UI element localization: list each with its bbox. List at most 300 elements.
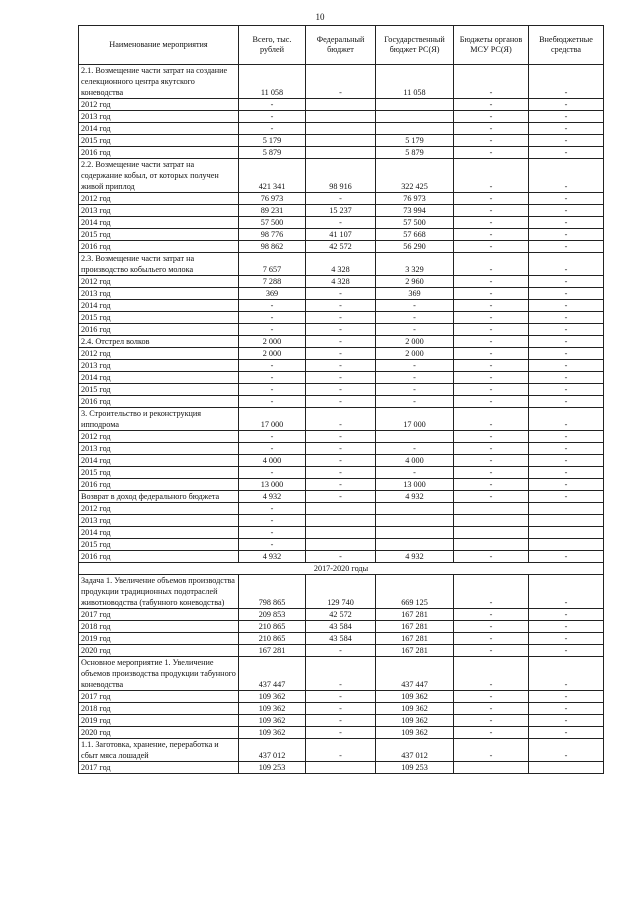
cell-federal [306,135,376,147]
cell-federal: - [306,443,376,455]
cell-total: 109 362 [239,703,306,715]
row-name-cell: 2013 год [79,111,239,123]
cell-municipal: - [454,491,529,503]
cell-total: 5 879 [239,147,306,159]
cell-state: 4 932 [376,551,454,563]
cell-extra: - [529,135,604,147]
cell-federal: - [306,551,376,563]
cell-municipal [454,762,529,774]
table-row [79,727,604,739]
header-name: Наименование мероприятия [79,26,239,65]
table-row [79,253,604,276]
cell-state: 4 000 [376,455,454,467]
row-name-cell: 2017 год [79,609,239,621]
cell-extra: - [529,288,604,300]
cell-extra: - [529,396,604,408]
cell-state: 4 932 [376,491,454,503]
cell-federal: 4 328 [306,276,376,288]
row-name-cell: 2016 год [79,324,239,336]
cell-extra: - [529,467,604,479]
table-row [79,336,604,348]
table-row [79,563,604,575]
cell-municipal: - [454,217,529,229]
row-name-cell: 2013 год [79,288,239,300]
table-row [79,135,604,147]
cell-state: 13 000 [376,479,454,491]
table-row [79,467,604,479]
cell-extra: - [529,193,604,205]
cell-federal: - [306,65,376,99]
row-name-cell: 2015 год [79,384,239,396]
row-name-cell: 2012 год [79,503,239,515]
cell-state: - [376,396,454,408]
cell-state: 669 125 [376,575,454,609]
table-row [79,575,604,609]
cell-state: 167 281 [376,645,454,657]
cell-extra: - [529,205,604,217]
cell-extra [529,515,604,527]
cell-total: - [239,99,306,111]
cell-extra: - [529,727,604,739]
cell-federal [306,123,376,135]
cell-extra: - [529,691,604,703]
row-name-cell: 2014 год [79,372,239,384]
cell-municipal: - [454,276,529,288]
table-row [79,99,604,111]
cell-municipal: - [454,609,529,621]
cell-federal [306,503,376,515]
cell-state: 322 425 [376,159,454,193]
cell-federal [306,515,376,527]
table-row [79,276,604,288]
cell-state [376,123,454,135]
cell-total: - [239,360,306,372]
cell-state: 5 879 [376,147,454,159]
cell-federal: - [306,727,376,739]
row-name-cell: 2014 год [79,300,239,312]
cell-municipal: - [454,348,529,360]
cell-total: - [239,515,306,527]
cell-extra: - [529,348,604,360]
row-name-cell: 2019 год [79,633,239,645]
cell-federal: 15 237 [306,205,376,217]
cell-total: 57 500 [239,217,306,229]
table-row [79,491,604,503]
table-row [79,762,604,774]
cell-extra [529,527,604,539]
cell-total: 167 281 [239,645,306,657]
table-row [79,455,604,467]
cell-total: 5 179 [239,135,306,147]
cell-extra: - [529,372,604,384]
cell-municipal [454,515,529,527]
cell-extra: - [529,715,604,727]
table-row [79,645,604,657]
cell-extra: - [529,455,604,467]
cell-extra [529,762,604,774]
table-row [79,229,604,241]
cell-total: - [239,443,306,455]
row-name-cell: 2020 год [79,645,239,657]
cell-federal: - [306,384,376,396]
cell-municipal: - [454,135,529,147]
table-row [79,515,604,527]
table-row [79,147,604,159]
row-name-cell: 2012 год [79,276,239,288]
cell-federal [306,99,376,111]
row-name-cell: 2019 год [79,715,239,727]
row-name-cell: 2016 год [79,147,239,159]
cell-municipal: - [454,229,529,241]
cell-federal: 43 584 [306,633,376,645]
cell-federal: - [306,324,376,336]
cell-municipal: - [454,253,529,276]
cell-state: 5 179 [376,135,454,147]
cell-federal: - [306,703,376,715]
cell-municipal [454,539,529,551]
row-name-cell: 2012 год [79,431,239,443]
cell-extra: - [529,657,604,691]
cell-total: 109 253 [239,762,306,774]
cell-municipal: - [454,633,529,645]
cell-federal: 129 740 [306,575,376,609]
cell-total: 76 973 [239,193,306,205]
cell-extra: - [529,645,604,657]
cell-federal: - [306,193,376,205]
cell-extra: - [529,384,604,396]
table-header-row [79,26,604,65]
cell-extra: - [529,360,604,372]
table-row [79,159,604,193]
cell-municipal: - [454,193,529,205]
row-name-cell: Возврат в доход федерального бюджета [79,491,239,503]
cell-state: 2 000 [376,348,454,360]
cell-total: 4 932 [239,551,306,563]
cell-total: - [239,384,306,396]
cell-total: 209 853 [239,609,306,621]
cell-municipal: - [454,408,529,431]
cell-municipal: - [454,312,529,324]
table-row [79,396,604,408]
row-name-cell: 2012 год [79,348,239,360]
row-name-cell: 2013 год [79,443,239,455]
cell-federal: - [306,739,376,762]
cell-extra: - [529,65,604,99]
cell-municipal: - [454,621,529,633]
cell-state: 76 973 [376,193,454,205]
table-row [79,348,604,360]
cell-total: - [239,312,306,324]
cell-total: - [239,527,306,539]
cell-federal: - [306,645,376,657]
cell-total: - [239,431,306,443]
cell-total: 98 862 [239,241,306,253]
row-name-cell: 2012 год [79,99,239,111]
table-row [79,205,604,217]
cell-municipal: - [454,657,529,691]
cell-federal [306,762,376,774]
cell-municipal: - [454,288,529,300]
cell-municipal: - [454,324,529,336]
cell-municipal: - [454,300,529,312]
cell-state [376,539,454,551]
header-extra: Внебюджетные средства [529,26,604,65]
cell-state: 109 362 [376,691,454,703]
cell-extra: - [529,99,604,111]
cell-total: 11 058 [239,65,306,99]
row-name-cell: 2014 год [79,123,239,135]
cell-state: 167 281 [376,621,454,633]
cell-municipal: - [454,455,529,467]
row-name-cell: 2018 год [79,621,239,633]
table-row [79,715,604,727]
table-row [79,300,604,312]
table-row [79,633,604,645]
row-name-cell: 2014 год [79,527,239,539]
row-name-cell: 2020 год [79,727,239,739]
cell-total: 7 288 [239,276,306,288]
table-row [79,193,604,205]
cell-total: 2 000 [239,336,306,348]
row-name-cell: 1.1. Заготовка, хранение, переработка и сбыт мяса лошадей [79,739,239,762]
cell-extra: - [529,739,604,762]
cell-total: 369 [239,288,306,300]
row-name-cell: 2014 год [79,217,239,229]
table-row [79,503,604,515]
cell-municipal: - [454,739,529,762]
table-row [79,703,604,715]
cell-federal: - [306,715,376,727]
cell-municipal: - [454,205,529,217]
row-name-cell: 2016 год [79,551,239,563]
cell-municipal: - [454,691,529,703]
cell-extra: - [529,491,604,503]
cell-total: 437 447 [239,657,306,691]
table-row [79,65,604,99]
cell-federal: 42 572 [306,609,376,621]
cell-state: - [376,324,454,336]
cell-federal: - [306,348,376,360]
budget-table [78,25,604,774]
row-name-cell: 2013 год [79,360,239,372]
row-name-cell: 2016 год [79,396,239,408]
cell-total: - [239,300,306,312]
cell-total: - [239,467,306,479]
cell-total: - [239,396,306,408]
cell-federal: - [306,455,376,467]
row-name-cell: 2013 год [79,205,239,217]
cell-extra: - [529,159,604,193]
cell-federal: 4 328 [306,253,376,276]
cell-federal: - [306,336,376,348]
cell-total: 798 865 [239,575,306,609]
cell-state: 2 960 [376,276,454,288]
row-name-cell: 2016 год [79,241,239,253]
cell-state: 57 500 [376,217,454,229]
cell-federal: - [306,312,376,324]
table-row [79,657,604,691]
cell-state [376,99,454,111]
cell-federal: 42 572 [306,241,376,253]
cell-state: 17 000 [376,408,454,431]
cell-state [376,515,454,527]
cell-total: 109 362 [239,715,306,727]
cell-total: 13 000 [239,479,306,491]
cell-state: 109 253 [376,762,454,774]
cell-state: 437 012 [376,739,454,762]
cell-total: 421 341 [239,159,306,193]
cell-state: 167 281 [376,609,454,621]
cell-extra: - [529,633,604,645]
table-row [79,443,604,455]
cell-federal: - [306,491,376,503]
cell-federal: - [306,691,376,703]
cell-state: 56 290 [376,241,454,253]
cell-municipal [454,503,529,515]
row-name-cell: 2012 год [79,193,239,205]
row-name-cell: 2.1. Возмещение части затрат на создание селекционного центра якутского коневодства [79,65,239,99]
cell-state: - [376,300,454,312]
cell-federal: 41 107 [306,229,376,241]
cell-extra: - [529,621,604,633]
row-name-cell: 2015 год [79,312,239,324]
page-number: 10 [315,12,325,22]
cell-state [376,503,454,515]
cell-municipal: - [454,65,529,99]
cell-federal: - [306,657,376,691]
cell-federal: - [306,217,376,229]
cell-state: 109 362 [376,715,454,727]
table-row [79,324,604,336]
cell-extra [529,539,604,551]
cell-municipal: - [454,99,529,111]
cell-municipal: - [454,431,529,443]
cell-state: 2 000 [376,336,454,348]
cell-municipal: - [454,575,529,609]
row-name-cell: 2015 год [79,539,239,551]
cell-total: 210 865 [239,621,306,633]
cell-municipal: - [454,384,529,396]
cell-total: 4 932 [239,491,306,503]
table-body [79,65,604,774]
cell-federal: - [306,479,376,491]
row-name-cell: 2.2. Возмещение части затрат на содержание кобыл, от которых получен живой приплод [79,159,239,193]
header-municipal: Бюджеты органов МСУ РС(Я) [454,26,529,65]
cell-extra: - [529,703,604,715]
cell-extra: - [529,123,604,135]
cell-federal: - [306,360,376,372]
table-row [79,551,604,563]
cell-extra [529,503,604,515]
cell-extra: - [529,443,604,455]
cell-total: 210 865 [239,633,306,645]
cell-federal: 98 916 [306,159,376,193]
table-row [79,372,604,384]
table-row [79,408,604,431]
cell-extra: - [529,609,604,621]
table-row [79,384,604,396]
row-name-cell: 2017 год [79,762,239,774]
cell-extra: - [529,336,604,348]
row-name-cell: Задача 1. Увеличение объемов производства продукции традиционных подотраслей животноводства (табунного коневодства) [79,575,239,609]
cell-total: - [239,111,306,123]
table-row [79,312,604,324]
cell-municipal: - [454,551,529,563]
cell-state: 109 362 [376,727,454,739]
table-row [79,123,604,135]
cell-federal: - [306,408,376,431]
cell-extra: - [529,431,604,443]
cell-municipal [454,527,529,539]
table-row [79,431,604,443]
cell-municipal: - [454,479,529,491]
cell-municipal: - [454,703,529,715]
cell-state: 11 058 [376,65,454,99]
cell-federal: - [306,396,376,408]
cell-total: 98 776 [239,229,306,241]
cell-municipal: - [454,467,529,479]
table-row [79,739,604,762]
cell-state: 109 362 [376,703,454,715]
cell-municipal: - [454,396,529,408]
cell-state: 437 447 [376,657,454,691]
cell-total: - [239,324,306,336]
row-name-cell: 2.3. Возмещение части затрат на производство кобыльего молока [79,253,239,276]
cell-federal: - [306,288,376,300]
cell-state: - [376,372,454,384]
cell-extra: - [529,300,604,312]
cell-extra: - [529,241,604,253]
cell-municipal: - [454,111,529,123]
cell-total: 2 000 [239,348,306,360]
cell-extra: - [529,253,604,276]
table-row [79,479,604,491]
cell-federal: 43 584 [306,621,376,633]
cell-municipal: - [454,372,529,384]
cell-municipal: - [454,443,529,455]
cell-extra: - [529,276,604,288]
cell-extra: - [529,479,604,491]
cell-federal: - [306,372,376,384]
table-row [79,111,604,123]
cell-municipal: - [454,336,529,348]
table-row [79,691,604,703]
cell-extra: - [529,229,604,241]
row-name-cell: Основное мероприятие 1. Увеличение объемов производства продукции табунного коневодства [79,657,239,691]
cell-total: - [239,539,306,551]
cell-municipal: - [454,645,529,657]
cell-total: 4 000 [239,455,306,467]
cell-extra: - [529,575,604,609]
cell-state: - [376,467,454,479]
cell-state: - [376,312,454,324]
cell-total: 17 000 [239,408,306,431]
cell-municipal: - [454,715,529,727]
cell-total: 109 362 [239,727,306,739]
cell-federal [306,111,376,123]
header-federal: Федеральный бюджет [306,26,376,65]
row-name-cell: 2015 год [79,229,239,241]
cell-state: - [376,384,454,396]
cell-state: 167 281 [376,633,454,645]
cell-state: - [376,443,454,455]
cell-total: 109 362 [239,691,306,703]
row-name-cell: 2013 год [79,515,239,527]
cell-extra: - [529,217,604,229]
cell-state: 369 [376,288,454,300]
cell-total: - [239,123,306,135]
cell-extra: - [529,312,604,324]
